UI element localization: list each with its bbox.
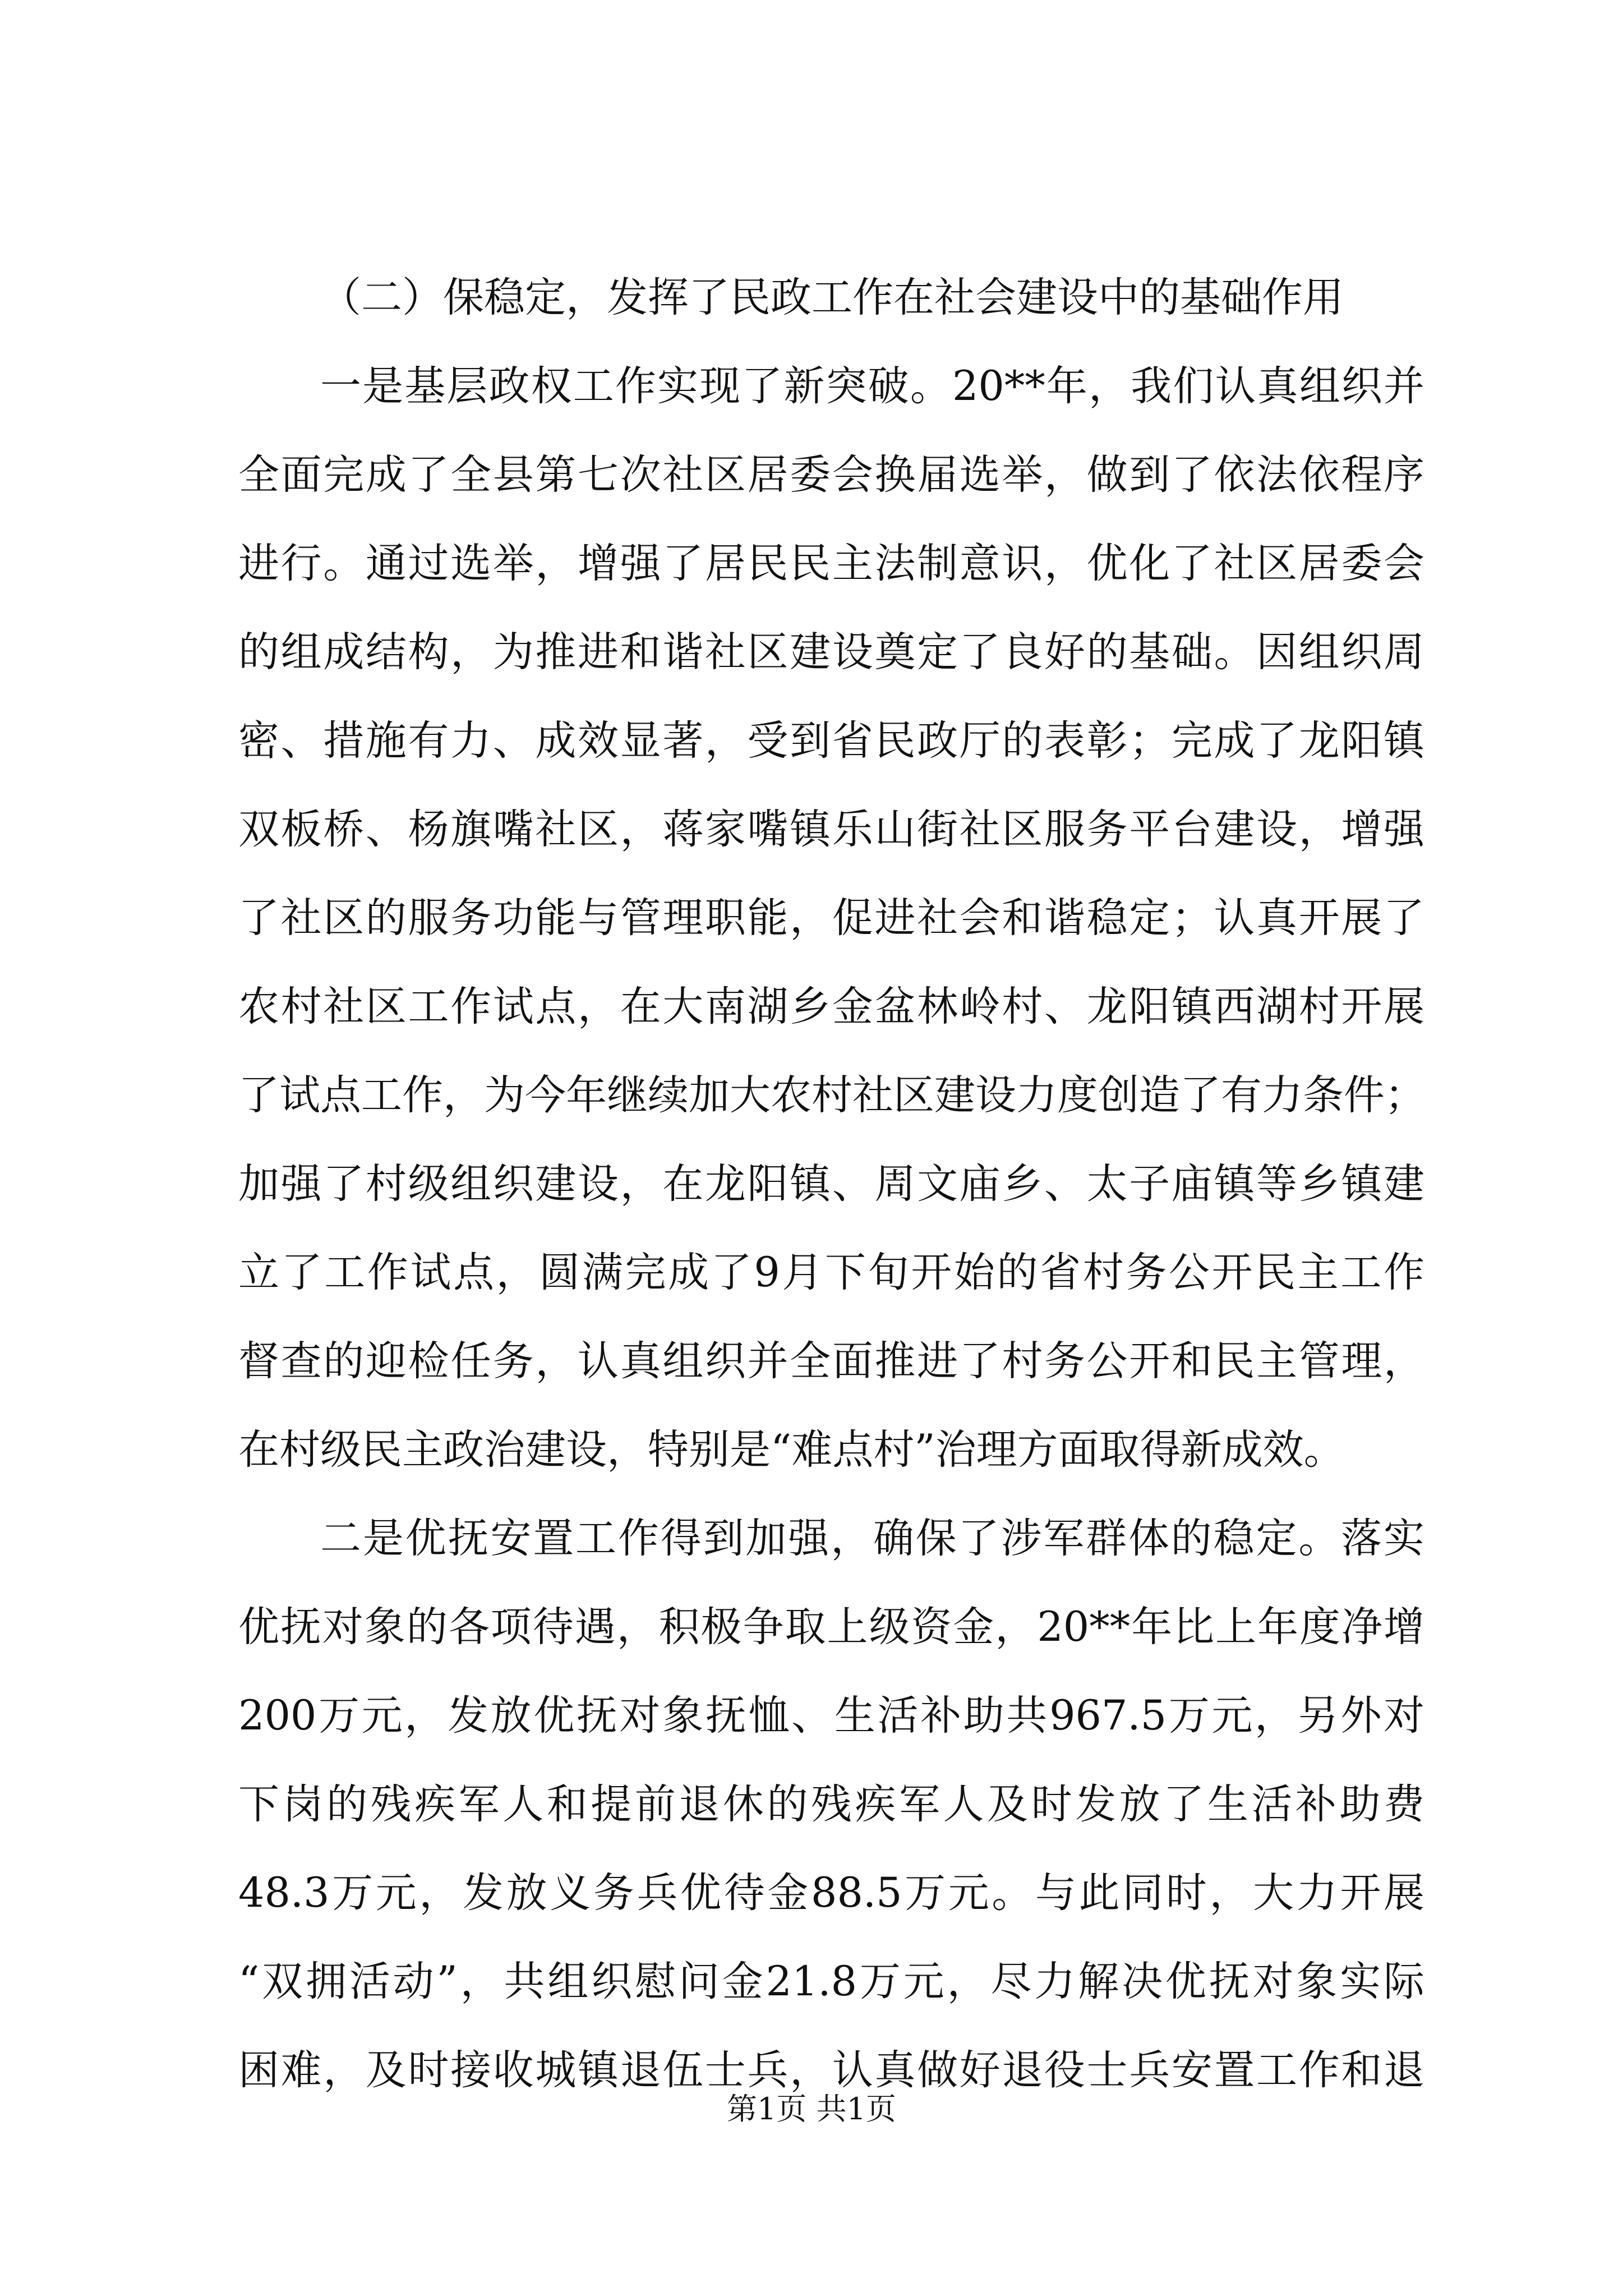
paragraph-line: 加强了村级组织建设，在龙阳镇、周文庙乡、太子庙镇等乡镇建 xyxy=(238,1160,1424,1208)
paragraph-line: 督查的迎检任务，认真组织并全面推进了村务公开和民主管理， xyxy=(238,1337,1424,1385)
document-body xyxy=(238,254,1424,2115)
paragraph-line: 二是优抚安置工作得到加强，确保了涉军群体的稳定。落实 xyxy=(320,1515,1424,1562)
paragraph-line: 困难，及时接收城镇退伍士兵，认真做好退役士兵安置工作和退 xyxy=(238,2046,1424,2094)
section-heading: （二）保稳定，发挥了民政工作在社会建设中的基础作用 xyxy=(320,274,1344,321)
paragraph-line: 立了工作试点，圆满完成了9月下旬开始的省村务公开民主工作 xyxy=(238,1249,1424,1296)
paragraph-line: 密、措施有力、成效显著，受到省民政厅的表彰；完成了龙阳镇 xyxy=(238,717,1424,765)
paragraph-line: 进行。通过选举，增强了居民民主法制意识，优化了社区居委会 xyxy=(238,540,1424,587)
paragraph-line: 了试点工作，为今年继续加大农村社区建设力度创造了有力条件； xyxy=(238,1071,1426,1119)
paragraph-line: 优抚对象的各项待遇，积极争取上级资金，20**年比上年度净增 xyxy=(238,1603,1424,1651)
page-footer: 第1页 共1页 xyxy=(727,2091,896,2127)
paragraph-line: 的组成结构，为推进和谐社区建设奠定了良好的基础。因组织周 xyxy=(238,628,1424,676)
paragraph-line: 了社区的服务功能与管理职能，促进社会和谐稳定；认真开展了 xyxy=(238,894,1424,942)
paragraph-line: 下岗的残疾军人和提前退休的残疾军人及时发放了生活补助费 xyxy=(238,1780,1424,1828)
paragraph-line: 在村级民主政治建设，特别是“难点村”治理方面取得新成效。 xyxy=(238,1426,1345,1474)
paragraph-line: 200万元，发放优抚对象抚恤、生活补助共967.5万元，另外对 xyxy=(238,1692,1424,1740)
paragraph-line: 48.3万元，发放义务兵优待金88.5万元。与此同时，大力开展 xyxy=(238,1869,1424,1917)
paragraph-line: “双拥活动”，共组织慰问金21.8万元，尽力解决优抚对象实际 xyxy=(238,1958,1424,2005)
paragraph-line: 全面完成了全县第七次社区居委会换届选举，做到了依法依程序 xyxy=(238,451,1424,499)
paragraph-line: 双板桥、杨旗嘴社区，蒋家嘴镇乐山街社区服务平台建设，增强 xyxy=(238,806,1424,853)
paragraph-line: 农村社区工作试点，在大南湖乡金盆林岭村、龙阳镇西湖村开展 xyxy=(238,983,1424,1030)
paragraph-line: 一是基层政权工作实现了新突破。20**年，我们认真组织并 xyxy=(320,362,1424,410)
